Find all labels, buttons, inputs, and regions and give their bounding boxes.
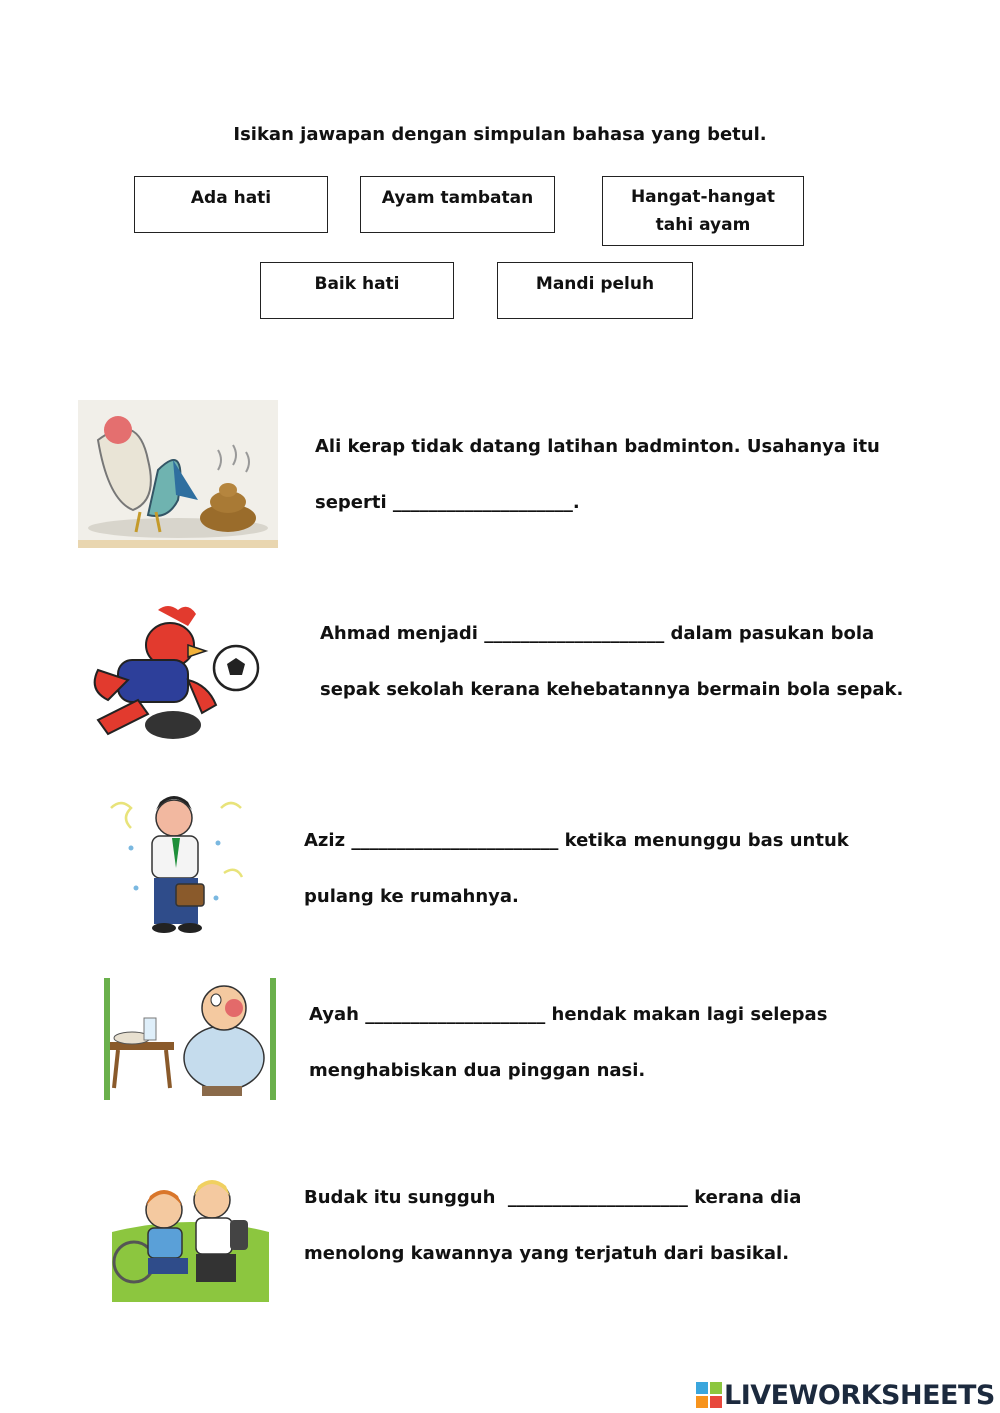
question-4-line-1: Ayah ____________________ hendak makan lagi selepas bbox=[309, 1004, 828, 1025]
word-bank-label: Hangat-hangat bbox=[630, 187, 776, 207]
question-5-line-1: Budak itu sungguh ____________________ kerana dia bbox=[304, 1187, 802, 1208]
question-1-line-1: Ali kerap tidak datang latihan badminton. Usahanya itu bbox=[315, 436, 880, 457]
sweating-man-illustration bbox=[106, 788, 246, 938]
word-bank-box[interactable] bbox=[360, 176, 555, 233]
word-bank-label: Mandi peluh bbox=[535, 274, 655, 294]
word-bank-label: Ada hati bbox=[190, 188, 272, 208]
word-bank-label: Baik hati bbox=[314, 274, 400, 294]
rooster-dung-illustration bbox=[78, 400, 278, 548]
word-bank-box[interactable] bbox=[497, 262, 693, 319]
liveworksheets-logo-text: LIVEWORKSHEETS bbox=[724, 1379, 995, 1411]
question-3-line-1: Aziz _______________________ ketika menunggu bas untuk bbox=[304, 830, 849, 851]
question-2-line-1: Ahmad menjadi ____________________ dalam pasukan bola bbox=[320, 623, 875, 644]
question-3-line-2: pulang ke rumahnya. bbox=[304, 886, 519, 907]
question-5-line-2: menolong kawannya yang terjatuh dari basikal. bbox=[304, 1243, 790, 1264]
word-bank-label: tahi ayam bbox=[655, 215, 751, 235]
question-1-line-2: seperti ____________________. bbox=[315, 492, 580, 513]
question-4-line-2: menghabiskan dua pinggan nasi. bbox=[309, 1060, 646, 1081]
boys-helping-illustration bbox=[112, 1162, 269, 1302]
rooster-football-illustration bbox=[78, 600, 276, 745]
instruction-text: Isikan jawapan dengan simpulan bahasa yang betul. bbox=[233, 124, 767, 145]
word-bank-box[interactable] bbox=[260, 262, 454, 319]
question-2-line-2: sepak sekolah kerana kehebatannya bermain bola sepak. bbox=[320, 679, 904, 700]
liveworksheets-logo[interactable] bbox=[696, 1378, 995, 1412]
liveworksheets-logo-icon bbox=[696, 1382, 722, 1408]
word-bank-box[interactable] bbox=[602, 176, 804, 246]
man-eating-illustration bbox=[104, 978, 276, 1100]
word-bank-label: Ayam tambatan bbox=[381, 188, 534, 208]
word-bank-box[interactable] bbox=[134, 176, 328, 233]
